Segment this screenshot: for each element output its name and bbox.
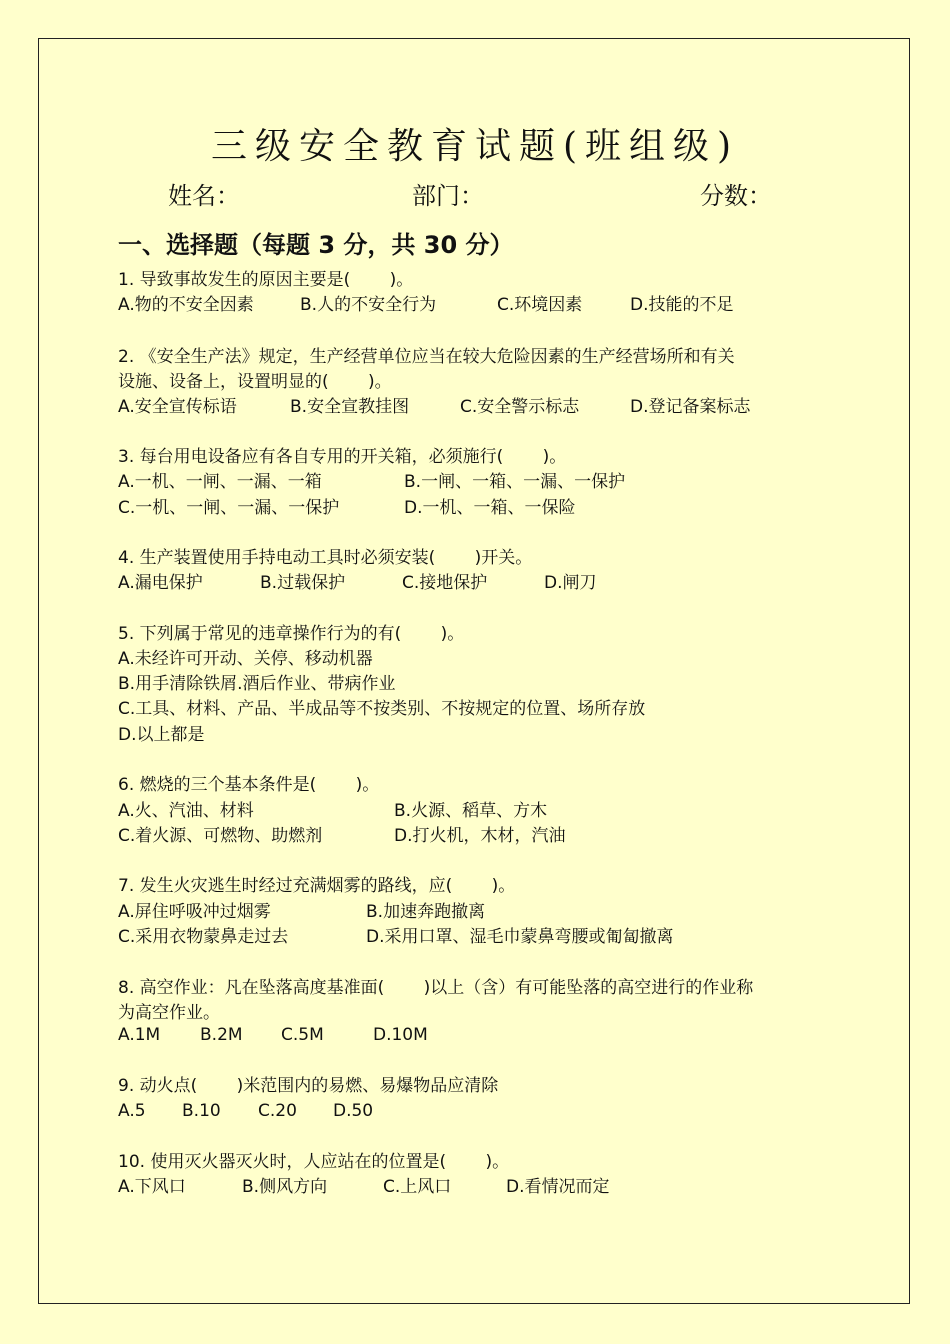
question-3-option: B.一闸、一箱、一漏、一保护 — [404, 472, 626, 492]
question-1-option: D.技能的不足 — [630, 295, 734, 315]
question-9-option: D.50 — [333, 1101, 374, 1121]
page-title: 三级安全教育试题(班组级) — [210, 126, 740, 167]
question-9-option: B.10 — [182, 1101, 221, 1121]
question-5-option: C.工具、材料、产品、半成品等不按类别、不按规定的位置、场所存放 — [118, 699, 646, 719]
question-2-option: A.安全宣传标语 — [118, 397, 237, 417]
question-6-option: C.着火源、可燃物、助燃剂 — [118, 826, 323, 846]
question-5-stem: 5. 下列属于常见的违章操作行为的有( )。 — [118, 624, 465, 644]
question-4-option: C.接地保护 — [402, 573, 488, 593]
question-3-option: A.一机、一闸、一漏、一箱 — [118, 472, 322, 492]
question-2-stem: 2. 《安全生产法》规定，生产经营单位应当在较大危险因素的生产经营场所和有关 — [118, 347, 735, 367]
question-10-stem: 10. 使用灭火器灭火时，人应站在的位置是( )。 — [118, 1152, 510, 1172]
question-1-option: C.环境因素 — [497, 295, 583, 315]
question-7-option: C.采用衣物蒙鼻走过去 — [118, 927, 289, 947]
section-heading: 一、选择题（每题 3 分，共 30 分） — [118, 231, 514, 259]
question-8-option: B.2M — [200, 1025, 243, 1045]
question-7-stem: 7. 发生火灾逃生时经过充满烟雾的路线，应( )。 — [118, 876, 516, 896]
question-1-stem: 1. 导致事故发生的原因主要是( )。 — [118, 270, 414, 290]
question-10-option: B.侧风方向 — [242, 1177, 328, 1197]
question-3-stem: 3. 每台用电设备应有各自专用的开关箱，必须施行( )。 — [118, 447, 567, 467]
question-5-option: A.未经许可开动、关停、移动机器 — [118, 649, 373, 669]
question-8-option: D.10M — [373, 1025, 428, 1045]
question-9-option: A.5 — [118, 1101, 146, 1121]
question-8-stem: 8. 高空作业：凡在坠落高度基准面( )以上（含）有可能坠落的高空进行的作业称 — [118, 978, 754, 998]
question-6-stem: 6. 燃烧的三个基本条件是( )。 — [118, 775, 380, 795]
question-6-option: A.火、汽油、材料 — [118, 801, 254, 821]
question-1-option: A.物的不安全因素 — [118, 295, 254, 315]
question-7-option: A.屏住呼吸冲过烟雾 — [118, 902, 271, 922]
question-3-option: D.一机、一箱、一保险 — [404, 498, 576, 518]
question-2-option: D.登记备案标志 — [630, 397, 751, 417]
question-4-option: D.闸刀 — [544, 573, 597, 593]
question-2-option: B.安全宣教挂图 — [290, 397, 410, 417]
question-7-option: D.采用口罩、湿毛巾蒙鼻弯腰或匍匐撤离 — [366, 927, 674, 947]
score-field-label: 分数： — [700, 182, 772, 210]
question-9-stem: 9. 动火点( )米范围内的易燃、易爆物品应清除 — [118, 1076, 499, 1096]
question-2-stem: 设施、设备上，设置明显的( )。 — [118, 372, 392, 392]
question-5-option: B.用手清除铁屑.酒后作业、带病作业 — [118, 674, 396, 694]
question-6-option: D.打火机，木材，汽油 — [394, 826, 566, 846]
question-8-option: A.1M — [118, 1025, 161, 1045]
question-7-option: B.加速奔跑撤离 — [366, 902, 486, 922]
question-8-stem: 为高空作业。 — [118, 1003, 220, 1023]
question-10-option: D.看情况而定 — [506, 1177, 610, 1197]
question-2-option: C.安全警示标志 — [460, 397, 580, 417]
name-field-label: 姓名： — [168, 182, 240, 210]
question-5-option: D.以上都是 — [118, 725, 205, 745]
question-4-option: B.过载保护 — [260, 573, 346, 593]
question-6-option: B.火源、稻草、方木 — [394, 801, 548, 821]
department-field-label: 部门： — [412, 182, 484, 210]
question-10-option: A.下风口 — [118, 1177, 186, 1197]
question-10-option: C.上风口 — [383, 1177, 452, 1197]
question-4-option: A.漏电保护 — [118, 573, 203, 593]
question-9-option: C.20 — [258, 1101, 297, 1121]
question-3-option: C.一机、一闸、一漏、一保护 — [118, 498, 340, 518]
question-4-stem: 4. 生产装置使用手持电动工具时必须安装( )开关。 — [118, 548, 533, 568]
question-8-option: C.5M — [281, 1025, 324, 1045]
question-1-option: B.人的不安全行为 — [300, 295, 437, 315]
